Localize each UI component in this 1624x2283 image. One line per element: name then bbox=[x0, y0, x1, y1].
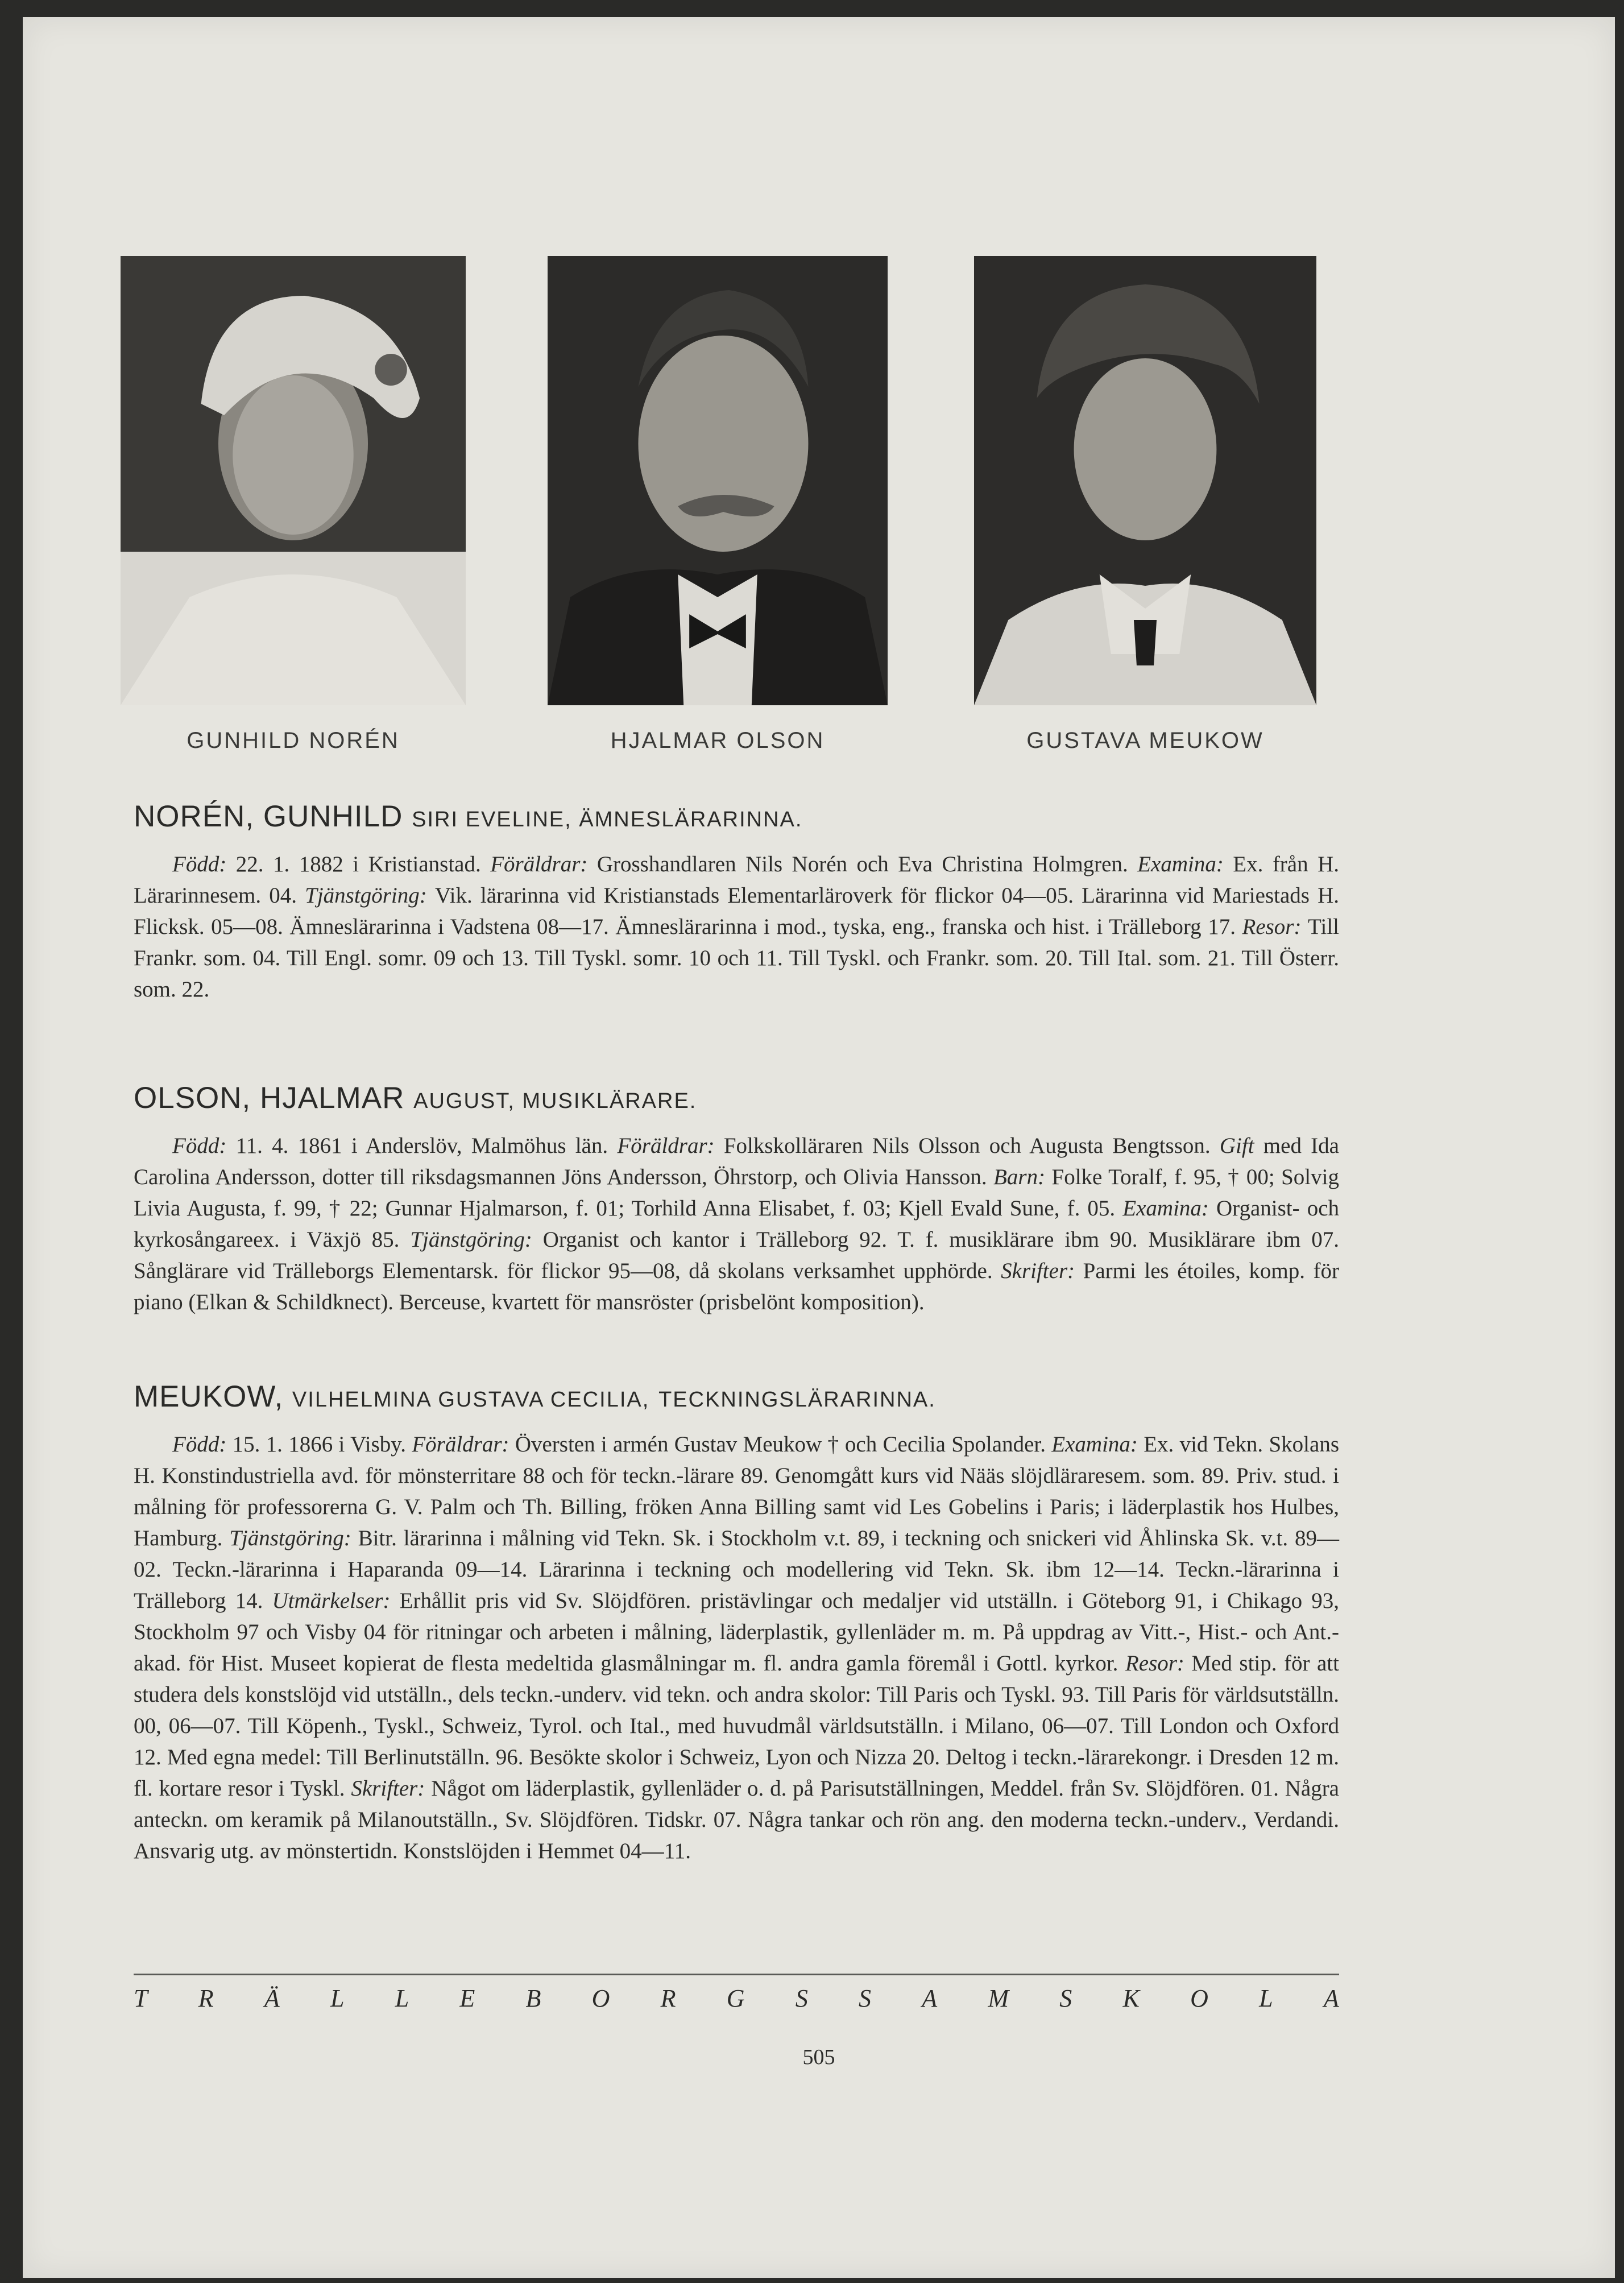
entry-label: Skrifter: bbox=[1001, 1259, 1083, 1283]
entry-text: Vik. lärarinna vid Kristianstads Elementarläroverk för flickor 04—05. Lärarinna vid Mariestads H. Flicksk. 05—08. Ämneslärarinna i Vadstena 08—17. Ämneslärarinna i mod., tyska, eng., franska och hist. i Trälleborg 17. bbox=[134, 883, 1339, 939]
biography-entry-meukow bbox=[134, 1379, 1339, 1867]
footer-letter: R bbox=[198, 1984, 214, 2012]
footer-letter: G bbox=[726, 1984, 745, 2012]
entry-label: Resor: bbox=[1125, 1651, 1192, 1676]
entry-body-olson bbox=[134, 1130, 1339, 1318]
entry-label: Född: bbox=[172, 1432, 233, 1457]
portrait-photo-meukow bbox=[974, 256, 1316, 705]
entry-text: Ex. vid Tekn. Skolans H. Konstindustriella avd. för mönsterritare 88 och för teckn.-lärare 89. Genomgått kurs vid Nääs slöjdläraresem. som. 89. Priv. stud. i målning för professorerna G. V. Palm och Th. Billing, fröken Anna Billing samt vid Les Gobelins i Paris; i läderplastik hos Hulbes, Hamburg. bbox=[134, 1432, 1340, 1550]
footer-letter: R bbox=[660, 1984, 676, 2012]
entry-label: Examina: bbox=[1137, 852, 1233, 876]
footer-letter: A bbox=[1323, 1984, 1339, 2012]
entry-label: Barn: bbox=[993, 1165, 1052, 1189]
entry-heading-noren: NORÉN, GUNHILD SIRI EVELINE, ÄMNESLÄRARINNA. bbox=[134, 800, 803, 833]
running-footer bbox=[134, 1984, 1339, 2013]
footer-letter: M bbox=[988, 1984, 1009, 2012]
footer-letter: O bbox=[591, 1984, 610, 2012]
caption-olson: HJALMAR OLSON bbox=[610, 728, 825, 753]
footer-letter: L bbox=[1259, 1984, 1273, 2012]
book-page bbox=[23, 17, 1615, 2278]
entry-text: 22. 1. 1882 i Kristianstad. bbox=[235, 852, 491, 876]
footer-letter: Ä bbox=[264, 1984, 280, 2012]
entry-text: Grosshandlaren Nils Norén och Eva Christina Holmgren. bbox=[596, 852, 1138, 876]
entry-label: Född: bbox=[172, 852, 236, 876]
footer-letter: L bbox=[395, 1984, 409, 2012]
entry-text: Folke Toralf, f. 95, † 00; Solvig Livia Augusta, f. 99, † 22; Gunnar Hjalmarson, f. 01; Torhild Anna Elisabet, f. 03; Kjell Evald Sune, f. 05. bbox=[134, 1165, 1339, 1221]
entry-label: Föräldrar: bbox=[617, 1134, 724, 1158]
biography-entry-noren bbox=[134, 799, 1339, 1005]
entry-label: Tjänstgöring: bbox=[305, 883, 435, 908]
entry-body-noren bbox=[134, 849, 1339, 1005]
entry-heading-olson: OLSON, HJALMAR AUGUST, MUSIKLÄRARE. bbox=[134, 1081, 697, 1115]
entry-text: 11. 4. 1861 i Anderslöv, Malmöhus län. bbox=[235, 1134, 618, 1158]
footer-letter: T bbox=[134, 1984, 148, 2012]
portrait-photo-olson bbox=[548, 256, 888, 705]
entry-label: Skrifter: bbox=[351, 1776, 432, 1801]
footer-letter: S bbox=[1059, 1984, 1072, 2012]
footer-letter: B bbox=[525, 1984, 541, 2012]
entry-text: Bitr. lärarinna i målning vid Tekn. Sk. i Stockholm v.t. 89, i teckning och snickeri vid Åhlinska Sk. v.t. 89—02. Teckn.-lärarinna i Haparanda 09—14. Lärarinna i teckning och modellering vid Tekn. Sk. ibm 12—14. Teckn.-lärarinna i Trälleborg 14. bbox=[134, 1526, 1339, 1613]
entry-text: Till Frankr. som. 04. Till Engl. somr. 09 och 13. Till Tyskl. somr. 10 och 11. Till Tyskl. och Frankr. som. 20. Till Ital. som. 21. Till Österr. som. 22. bbox=[134, 915, 1339, 1002]
entry-text: med Ida Carolina Andersson, dotter till riksdagsmannen Jöns Andersson, Öhrstorp, och Olivia Hansson. bbox=[134, 1134, 1339, 1189]
entry-text: Ex. från H. Lärarinnesem. 04. bbox=[134, 852, 1339, 908]
entry-text: Med stip. för att studera dels konstslöjd vid utställn., dels teckn.-underv. vid tekn. och andra skolor: Till Paris och Tyskl. 93. Till Paris för världsutställn. 00, 06—07. Till Köpenh., Tyskl., Schweiz, Tyrol. och Ital., med huvudmål världsutställn. i Milano, 06—07. Till London och Oxford 12. Med egna medel: Till Berlinutställn. 96. Besökte skolor i Schweiz, Lyon och Nizza 20. Deltog i teckn.-lärarekongr. i Dresden 12 m. fl. kortare resor i Tyskl. bbox=[134, 1651, 1339, 1801]
entry-text: Folkskolläraren Nils Olsson och Augusta Bengtsson. bbox=[723, 1134, 1220, 1158]
entry-label: Föräldrar: bbox=[412, 1432, 515, 1457]
entry-text: Något om läderplastik, gyllenläder o. d. på Parisutställningen, Meddel. från Sv. Slöjdfören. 01. Några anteckn. om keramik på Milanoutställn., Sv. Slöjdfören. Tidskr. 07. Några tankar och rön ang. den moderna teckn.-underv., Verdandi. Ansvarig utg. av mönstertidn. Konstslöjden i Hemmet 04—11. bbox=[134, 1776, 1339, 1863]
caption-meukow: GUSTAVA MEUKOW bbox=[1026, 728, 1264, 753]
entry-heading-meukow: MEUKOW, VILHELMINA GUSTAVA CECILIA, TECKNINGSLÄRARINNA. bbox=[134, 1380, 936, 1413]
entry-text: Parmi les étoiles, komp. för piano (Elkan & Schildknect). Berceuse, kvartett för mansröster (prisbelönt komposition). bbox=[134, 1259, 1339, 1314]
entry-label: Född: bbox=[172, 1134, 236, 1158]
entry-body-meukow bbox=[134, 1429, 1339, 1867]
footer-letter: O bbox=[1190, 1984, 1208, 2012]
entry-text: Översten i armén Gustav Meukow † och Cecilia Spolander. bbox=[515, 1432, 1052, 1457]
footer-letter: S bbox=[795, 1984, 808, 2012]
entry-text: Erhållit pris vid Sv. Slöjdfören. pristävlingar och medaljer vid utställn. i Göteborg 91, i Chikago 93, Stockholm 97 och Visby 04 för ritningar och arbeten i målning, läderplastik, gyllenläder m. m. På uppdrag av Vitt.-, Hist.- och Ant.-akad. för Hist. Museet kopierat de flesta medeltida glasmålningar m. fl. andra gamla föremål i Gottl. kyrkor. bbox=[134, 1589, 1339, 1676]
footer-letter: E bbox=[459, 1984, 475, 2012]
entry-label: Föräldrar: bbox=[490, 852, 597, 876]
page-number: 505 bbox=[802, 2045, 835, 2069]
entry-label: Resor: bbox=[1242, 915, 1308, 939]
entry-label: Examina: bbox=[1051, 1432, 1144, 1457]
caption-noren: GUNHILD NORÉN bbox=[187, 728, 400, 753]
footer-rule bbox=[134, 1974, 1339, 1975]
entry-label: Examina: bbox=[1122, 1196, 1216, 1221]
entry-label: Utmärkelser: bbox=[272, 1589, 400, 1613]
portrait-photo-noren bbox=[121, 256, 466, 705]
footer-letter: L bbox=[330, 1984, 345, 2012]
entry-label: Gift bbox=[1219, 1134, 1263, 1158]
entry-label: Tjänstgöring: bbox=[229, 1526, 358, 1550]
footer-letter: A bbox=[922, 1984, 938, 2012]
entry-text: Organist och kantor i Trälleborg 92. T. f. musiklärare ibm 90. Musiklärare ibm 07. Sånglärare vid Trälleborgs Elementarsk. för flickor 95—08, då skolans verksamhet upphörde. bbox=[134, 1227, 1339, 1283]
footer-letter: S bbox=[859, 1984, 872, 2012]
footer-letter: K bbox=[1122, 1984, 1140, 2012]
entry-label: Tjänstgöring: bbox=[410, 1227, 543, 1252]
biography-entry-olson bbox=[134, 1081, 1339, 1318]
entry-text: 15. 1. 1866 i Visby. bbox=[232, 1432, 412, 1457]
entry-text: Organist- och kyrkosångareex. i Växjö 85. bbox=[134, 1196, 1340, 1252]
